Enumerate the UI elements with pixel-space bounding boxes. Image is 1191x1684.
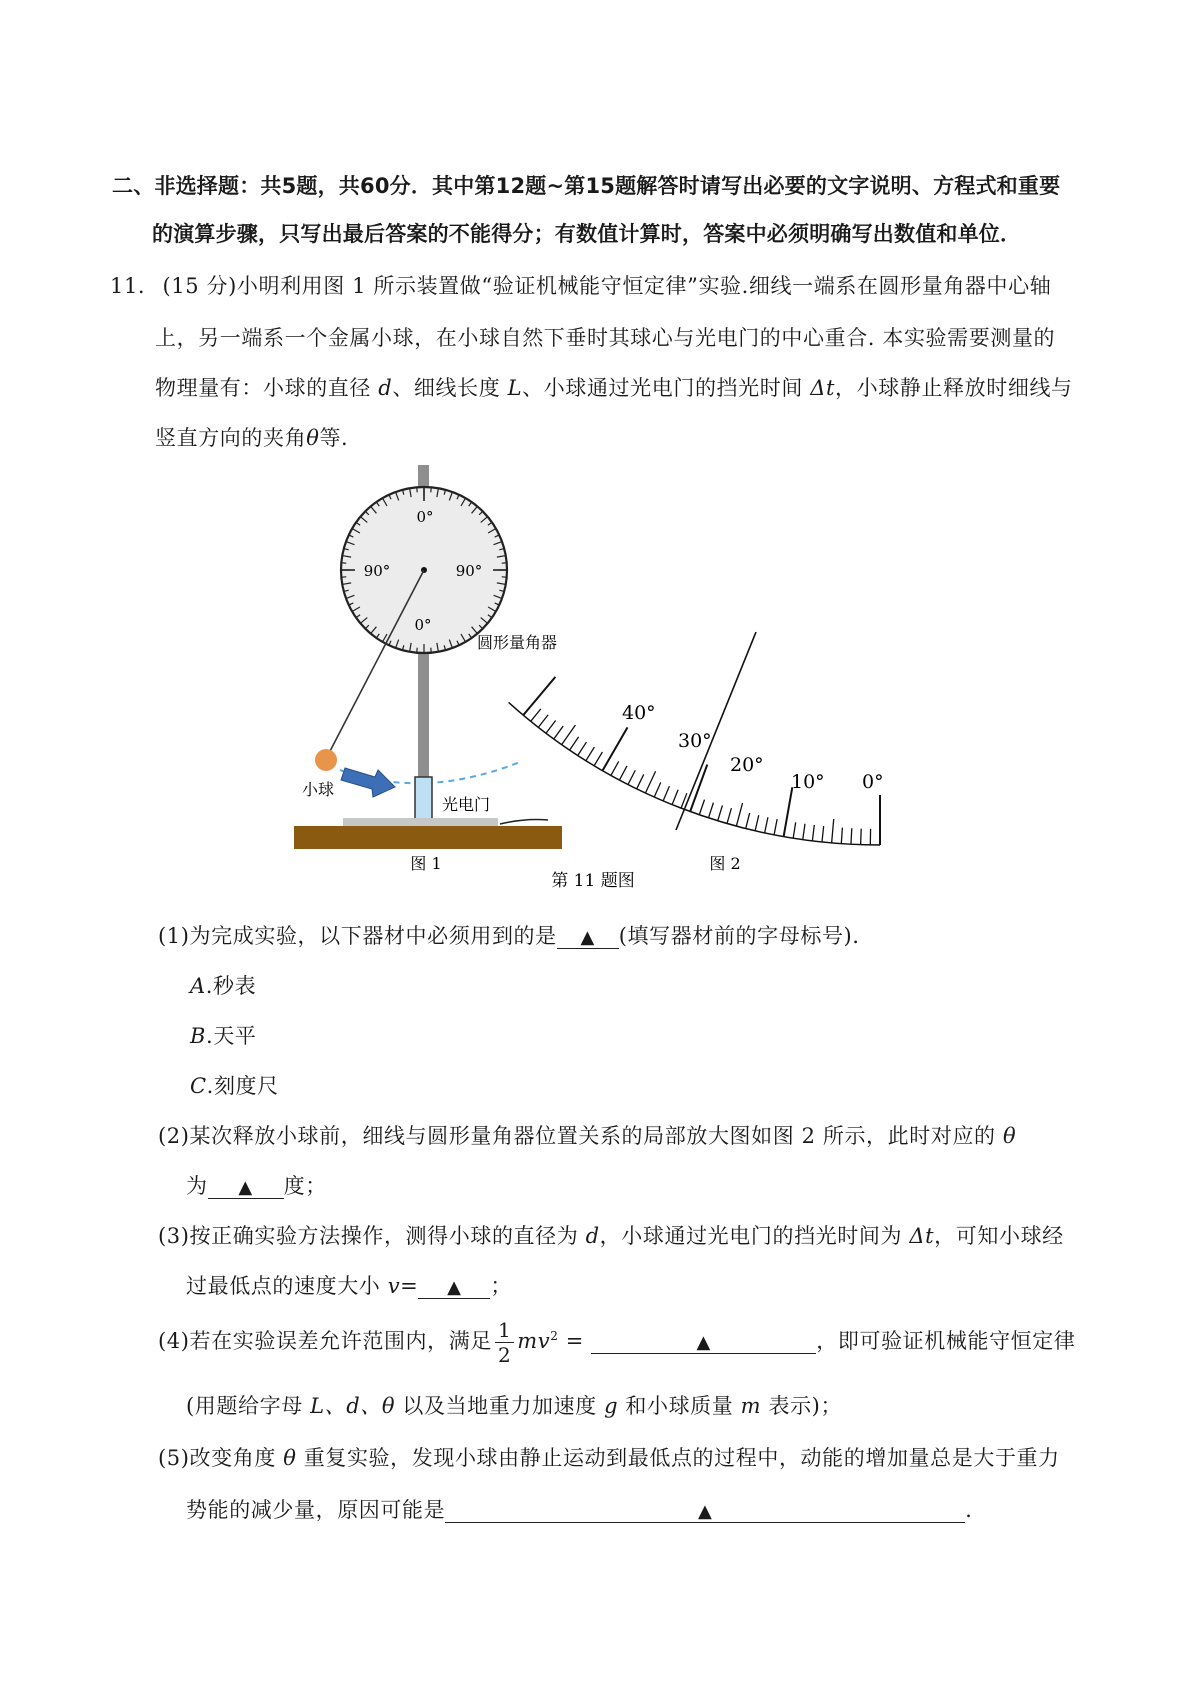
- equals-sign: =: [558, 1329, 592, 1353]
- blank-marker: ▲: [238, 1177, 253, 1198]
- intro-text: 竖直方向的夹角: [155, 426, 307, 450]
- var-theta: θ: [306, 426, 320, 450]
- option-letter: C: [190, 1074, 207, 1098]
- scale-tick: [619, 766, 627, 780]
- section-heading-line1: 二、非选择题：共5题，共60分．其中第12题~第15题解答时请写出必要的文字说明、方程式和重要: [112, 174, 1061, 198]
- var-dt: Δt: [810, 376, 836, 400]
- scale-tick: [832, 819, 834, 843]
- scale-tick: [822, 826, 824, 842]
- var-list: L、d、θ: [310, 1394, 396, 1418]
- intro-text: 物理量有：小球的直径: [155, 376, 379, 400]
- scale-tick: [746, 813, 750, 829]
- scale-tick: [546, 720, 556, 733]
- protractor-label: 圆形量角器: [477, 633, 558, 652]
- scale-tick: [784, 787, 793, 836]
- var-v: v: [387, 1274, 401, 1298]
- option-c: [190, 1070, 279, 1100]
- blank-marker: ▲: [697, 1501, 713, 1522]
- part3-line1: [158, 1220, 1064, 1250]
- part2-text: (2)某次释放小球前，细线与圆形量角器位置关系的局部放大图如图 2 所示，此时对应的: [158, 1124, 1003, 1148]
- var-theta: θ: [1002, 1124, 1017, 1148]
- part1-text: (1)为完成实验，以下器材中必须用到的是: [158, 924, 557, 948]
- question-points: (15 分): [162, 274, 237, 298]
- part4-text: ，即可验证机械能守恒定律: [816, 1329, 1076, 1353]
- question-intro-line2: 上，另一端系一个金属小球，在小球自然下垂时其球心与光电门的中心重合. 本实验需要测量的: [155, 326, 1056, 350]
- part5-line1: [158, 1442, 1060, 1472]
- photogate: [415, 777, 432, 819]
- intro-text: ，小球静止释放时细线与: [835, 376, 1073, 400]
- scale-tick: [663, 786, 669, 801]
- scale-tick: [841, 828, 842, 844]
- part4-text: 表示)；: [761, 1394, 843, 1418]
- var-d: d: [585, 1224, 600, 1248]
- scale-tick: [708, 803, 713, 818]
- zoomed-protractor-scale: [509, 677, 880, 845]
- part4-text: (4)若在实验误差允许范围内，满足: [158, 1329, 492, 1353]
- dial-label-right-90: 90°: [455, 562, 483, 580]
- part4-line2: [186, 1390, 842, 1420]
- option-text: .天平: [206, 1024, 257, 1048]
- stand-base: [343, 818, 498, 826]
- var-g: g: [604, 1394, 619, 1418]
- answer-blank-4[interactable]: [591, 1330, 816, 1354]
- part5-text: (5)改变角度: [158, 1446, 284, 1470]
- scale-tick: [727, 808, 731, 823]
- motion-arrow: [341, 768, 395, 797]
- part2-text: 为: [186, 1174, 208, 1198]
- scale-tick: [637, 774, 644, 788]
- scale-tick: [562, 725, 576, 745]
- part5-text: ．: [965, 1498, 987, 1522]
- exponent: 2: [550, 1329, 559, 1343]
- fig2-label-10: 10°: [791, 771, 825, 793]
- equals-sign: =: [400, 1274, 419, 1298]
- fraction-denominator: 2: [497, 1343, 512, 1367]
- scale-tick: [672, 790, 678, 805]
- scale-tick: [851, 828, 852, 844]
- part3-text: ；: [490, 1274, 512, 1298]
- part2-text: 度；: [283, 1174, 327, 1198]
- blank-marker: ▲: [447, 1277, 462, 1298]
- ball-label: 小球: [302, 780, 335, 799]
- scale-tick: [594, 752, 602, 766]
- table-surface: [294, 826, 562, 849]
- option-b: [190, 1020, 257, 1050]
- scale-tick: [803, 824, 805, 840]
- scale-tick: [699, 800, 704, 815]
- answer-blank-3[interactable]: [418, 1275, 490, 1299]
- option-a: [190, 970, 256, 1000]
- scale-tick: [736, 803, 742, 826]
- scale-tick: [774, 819, 777, 835]
- var-dt: Δt: [909, 1224, 935, 1248]
- fig2-caption: 图 2: [709, 854, 741, 873]
- part4-text: 以及当地重力加速度: [395, 1394, 605, 1418]
- intro-text: 、小球通过光电门的挡光时间: [522, 376, 811, 400]
- option-letter: B: [190, 1024, 207, 1048]
- part5-text: 重复实验，发现小球由静止运动到最低点的过程中，动能的增加量总是大于重力: [296, 1446, 1060, 1470]
- photogate-label: 光电门: [442, 795, 491, 814]
- part3-text: (3)按正确实验方法操作，测得小球的直径为: [158, 1224, 586, 1248]
- part4-text: (用题给字母: [186, 1394, 311, 1418]
- var-theta: θ: [283, 1446, 297, 1470]
- fraction-numerator: 1: [495, 1318, 514, 1343]
- part5-text: 势能的减少量，原因可能是: [186, 1498, 446, 1522]
- answer-blank-1[interactable]: [557, 925, 619, 949]
- var-d: d: [378, 376, 393, 400]
- part3-text: ，可知小球经: [934, 1224, 1064, 1248]
- scale-tick: [654, 782, 661, 797]
- part5-line2: [186, 1494, 987, 1524]
- fig2-label-30: 30°: [678, 730, 712, 752]
- var-L: L: [507, 376, 523, 400]
- question-number: 11.: [110, 274, 146, 298]
- part4-line1: [158, 1318, 1075, 1367]
- scale-tick: [755, 815, 759, 831]
- part3-line2: [186, 1270, 512, 1300]
- scale-tick: [861, 829, 862, 845]
- scale-tick: [793, 822, 796, 838]
- dial-label-top-zero: 0°: [416, 508, 434, 526]
- part1-line: [158, 920, 874, 950]
- fig1-caption: 图 1: [410, 854, 442, 873]
- small-ball: [315, 749, 337, 771]
- var-mv: mv: [517, 1329, 551, 1353]
- fig2-label-20: 20°: [730, 754, 764, 776]
- option-text: .刻度尺: [206, 1074, 279, 1098]
- fig2-label-0: 0°: [862, 771, 884, 793]
- part1-text: (填写器材前的字母标号)．: [618, 924, 874, 948]
- dial-label-left-90: 90°: [363, 562, 391, 580]
- scale-tick: [812, 825, 814, 841]
- dial-label-bottom-zero: 0°: [414, 616, 432, 634]
- intro-text: 等.: [319, 426, 349, 450]
- blank-marker: ▲: [580, 927, 595, 948]
- intro-text: 、细线长度: [392, 376, 508, 400]
- section-heading-line2: 的演算步骤，只写出最后答案的不能得分；有数值计算时，答案中必须明确写出数值和单位．: [152, 222, 1022, 246]
- part3-text: ，小球通过光电门的挡光时间为: [599, 1224, 910, 1248]
- scale-tick: [523, 677, 555, 715]
- scale-tick: [611, 761, 619, 775]
- option-text: .秒表: [205, 974, 257, 998]
- part2-line1: [158, 1120, 1016, 1150]
- part3-text: 过最低点的速度大小: [186, 1274, 388, 1298]
- answer-blank-2[interactable]: [208, 1175, 284, 1199]
- option-letter: A: [190, 974, 206, 998]
- scale-tick: [578, 742, 587, 755]
- scale-tick: [765, 817, 768, 833]
- fraction-one-half: [495, 1318, 514, 1367]
- question-intro-text: 小明利用图 1 所示装置做“验证机械能守恒定律”实验.细线一端系在圆形量角器中心轴: [236, 274, 1052, 298]
- fig2-label-40: 40°: [622, 702, 656, 724]
- scale-tick: [538, 715, 548, 728]
- part4-text: 和小球质量: [618, 1394, 741, 1418]
- blank-marker: ▲: [696, 1332, 711, 1353]
- scale-tick: [645, 771, 655, 793]
- scale-tick: [586, 747, 594, 761]
- scale-tick: [531, 709, 541, 721]
- answer-blank-5[interactable]: [445, 1499, 965, 1523]
- photogate-cable: [500, 820, 548, 825]
- var-m: m: [740, 1394, 762, 1418]
- scale-tick: [554, 726, 563, 739]
- part2-line2: [186, 1170, 327, 1200]
- figure-caption: 第 11 题图: [551, 871, 635, 891]
- scale-tick: [570, 737, 579, 750]
- scale-tick: [718, 805, 723, 820]
- scale-tick: [603, 727, 628, 770]
- scale-tick: [628, 770, 635, 784]
